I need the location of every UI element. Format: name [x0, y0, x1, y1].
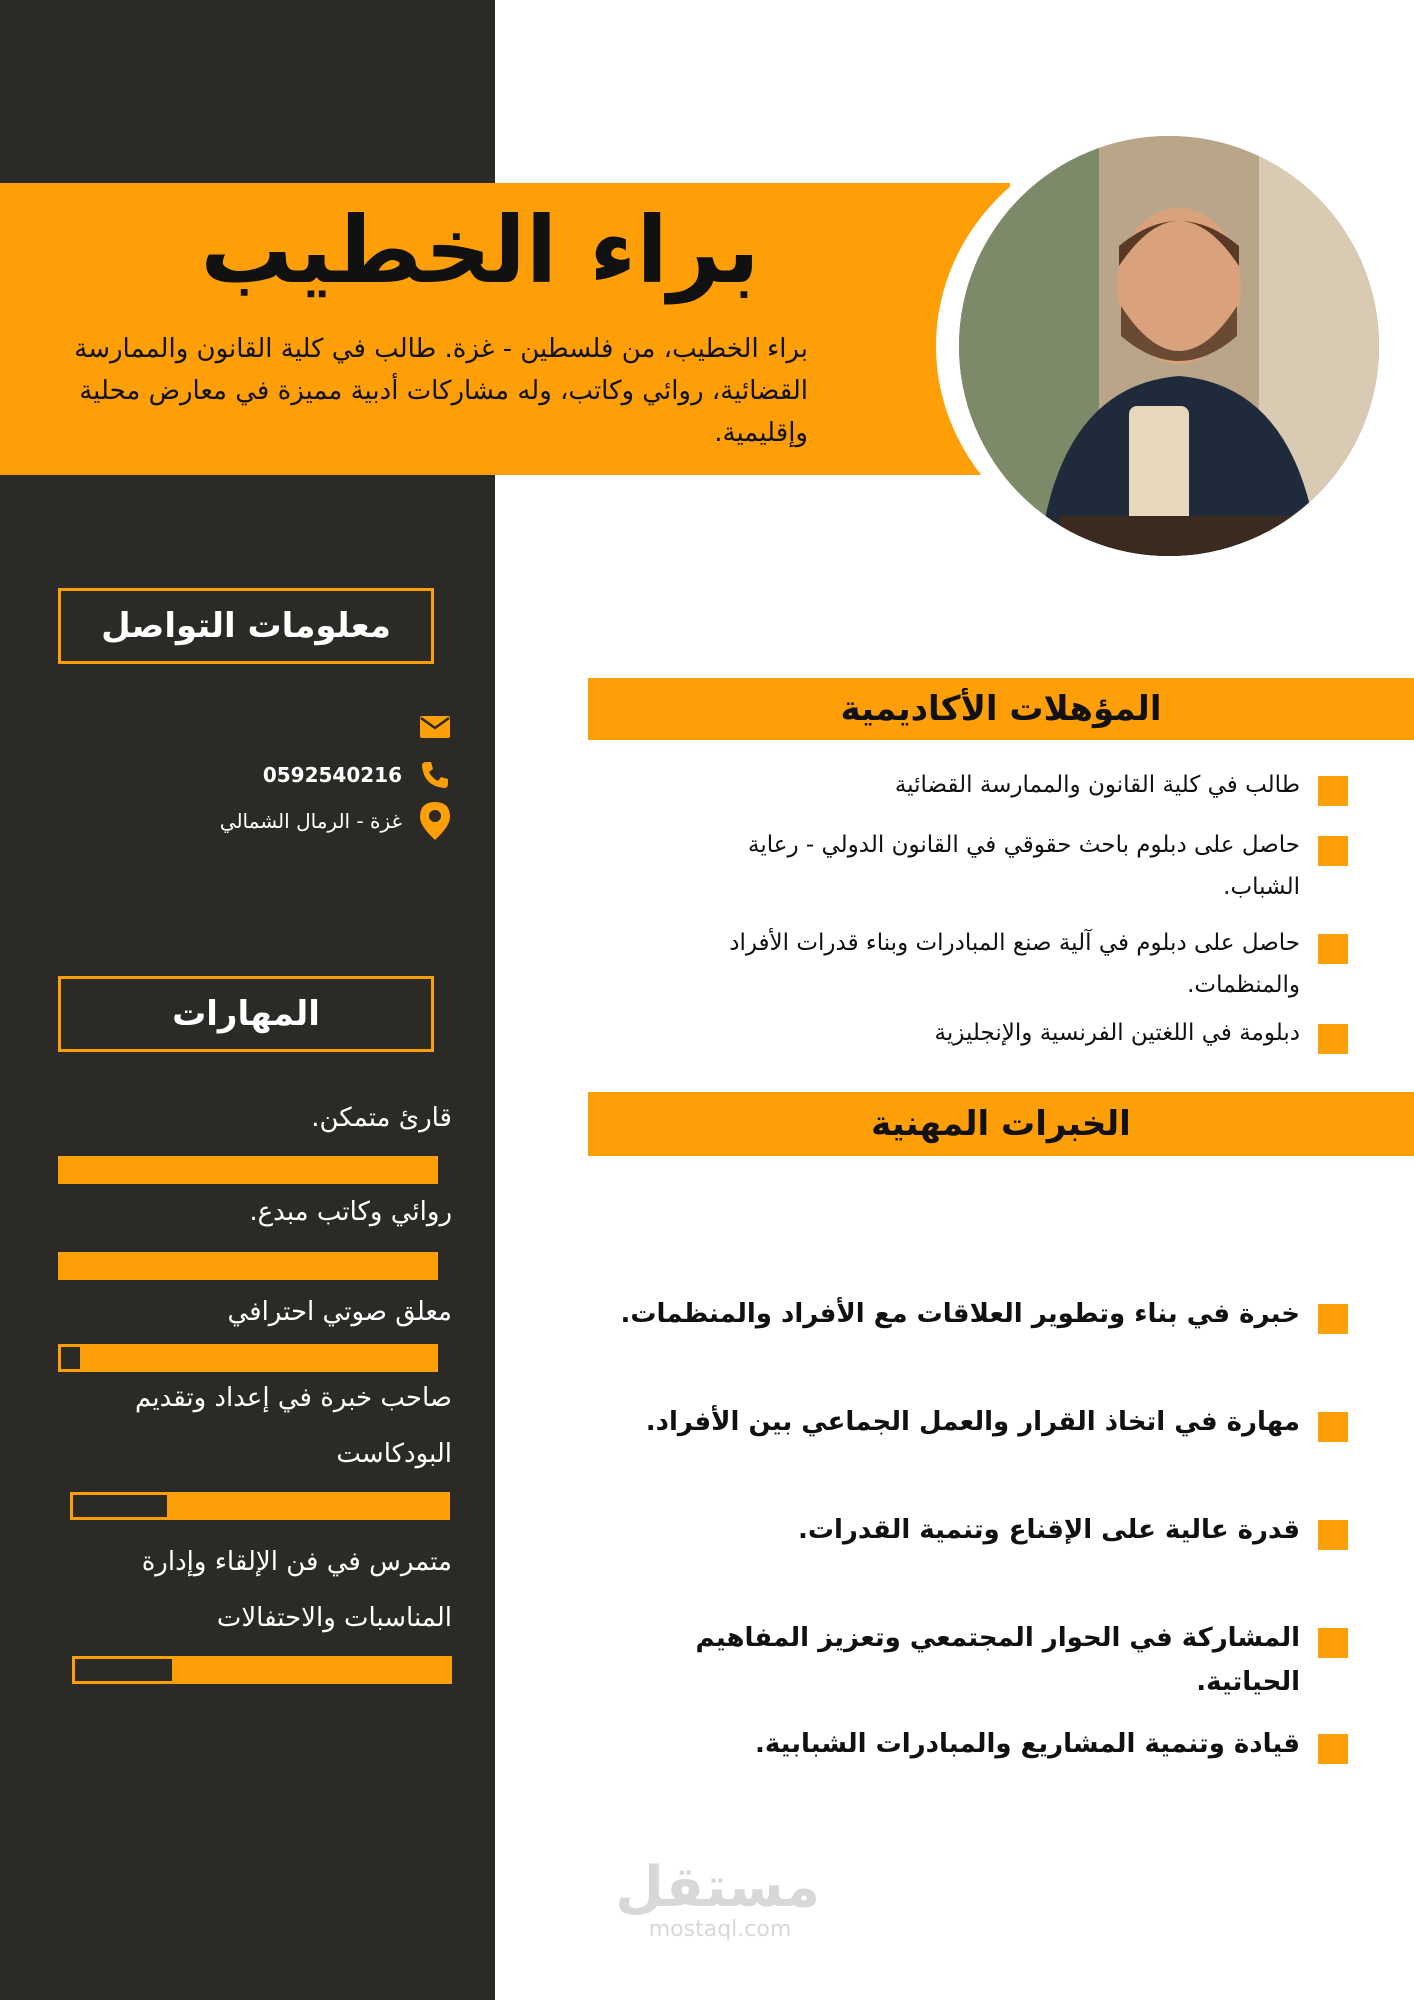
list-item	[620, 1508, 1348, 1552]
location-row[interactable]	[120, 802, 450, 840]
bullet-square-icon	[1318, 1734, 1348, 1764]
watermark	[615, 1855, 820, 1942]
phone-icon	[420, 760, 450, 790]
bullet-square-icon	[1318, 836, 1348, 866]
watermark-brand: مستقل	[615, 1855, 820, 1920]
skill-bar	[58, 1344, 438, 1372]
list-item	[620, 922, 1348, 1006]
map-pin-icon	[420, 802, 450, 840]
skill-bar-fill	[61, 1159, 435, 1181]
experience-item-text: خبرة في بناء وتطوير العلاقات مع الأفراد والمنظمات.	[620, 1299, 1300, 1329]
bullet-square-icon	[1318, 934, 1348, 964]
skill-bar-fill	[167, 1495, 448, 1517]
list-item	[620, 1722, 1348, 1766]
skill-label: متمرس في فن الإلقاء وإدارة المناسبات والاحتفالات	[141, 1547, 452, 1633]
bullet-square-icon	[1318, 1304, 1348, 1334]
experience-item-text: قيادة وتنمية المشاريع والمبادرات الشبابية.	[755, 1729, 1300, 1759]
experience-section-title: الخبرات المهنية	[588, 1092, 1414, 1156]
phone-number: 0592540216	[262, 763, 402, 787]
skill-label: صاحب خبرة في إعداد وتقديم البودكاست	[135, 1383, 452, 1469]
location-text: غزة - الرمال الشمالي	[219, 809, 402, 833]
bullet-square-icon	[1318, 1628, 1348, 1658]
education-item-text: حاصل على دبلوم في آلية صنع المبادرات وبناء قدرات الأفراد والمنظمات.	[729, 930, 1300, 998]
skill-label: قارئ متمكن.	[311, 1103, 452, 1133]
list-item	[620, 1616, 1348, 1704]
experience-item-text: المشاركة في الحوار المجتمعي وتعزيز المفاهيم الحياتية.	[695, 1623, 1300, 1697]
envelope-icon	[420, 716, 450, 738]
portrait-illustration	[959, 136, 1379, 556]
bullet-square-icon	[1318, 1520, 1348, 1550]
skill-bar	[58, 1252, 438, 1280]
skill-label: روائي وكاتب مبدع.	[249, 1197, 452, 1227]
experience-item-text: مهارة في اتخاذ القرار والعمل الجماعي بين الأفراد.	[645, 1407, 1300, 1437]
profile-photo-image	[959, 136, 1379, 556]
list-item	[620, 1400, 1348, 1444]
watermark-domain: mostaql.com	[648, 1917, 792, 1942]
list-item	[620, 824, 1348, 908]
contact-section-title: معلومات التواصل	[58, 588, 434, 664]
education-item-text: دبلومة في اللغتين الفرنسية والإنجليزية	[934, 1020, 1300, 1046]
profile-photo	[936, 128, 1402, 564]
list-item	[620, 764, 1348, 806]
list-item	[620, 1292, 1348, 1336]
bullet-square-icon	[1318, 1024, 1348, 1054]
education-item-text: حاصل على دبلوم باحث حقوقي في القانون الدولي - رعاية الشباب.	[748, 832, 1300, 900]
experience-item-text: قدرة عالية على الإقناع وتنمية القدرات.	[797, 1515, 1300, 1545]
skill-bar-fill	[172, 1659, 449, 1681]
skills-section-title: المهارات	[58, 976, 434, 1052]
candidate-bio: براء الخطيب، من فلسطين - غزة. طالب في كلية القانون والممارسة القضائية، روائي وكاتب، وله مشاركات أدبية مميزة في معارض محلية وإقليمية.	[74, 334, 808, 448]
candidate-name: براء الخطيب	[200, 197, 760, 304]
skill-bar-fill	[80, 1347, 435, 1369]
bullet-square-icon	[1318, 776, 1348, 806]
skill-bar	[72, 1656, 452, 1684]
skill-label: معلق صوتي احترافي	[227, 1297, 452, 1327]
education-item-text: طالب في كلية القانون والممارسة القضائية	[894, 772, 1300, 798]
skill-bar	[58, 1156, 438, 1184]
education-section-title: المؤهلات الأكاديمية	[588, 678, 1414, 740]
bullet-square-icon	[1318, 1412, 1348, 1442]
email-row[interactable]	[120, 716, 450, 738]
skill-bar-fill	[61, 1255, 435, 1277]
skill-bar	[70, 1492, 450, 1520]
phone-row[interactable]	[120, 760, 450, 790]
list-item	[620, 1012, 1348, 1054]
